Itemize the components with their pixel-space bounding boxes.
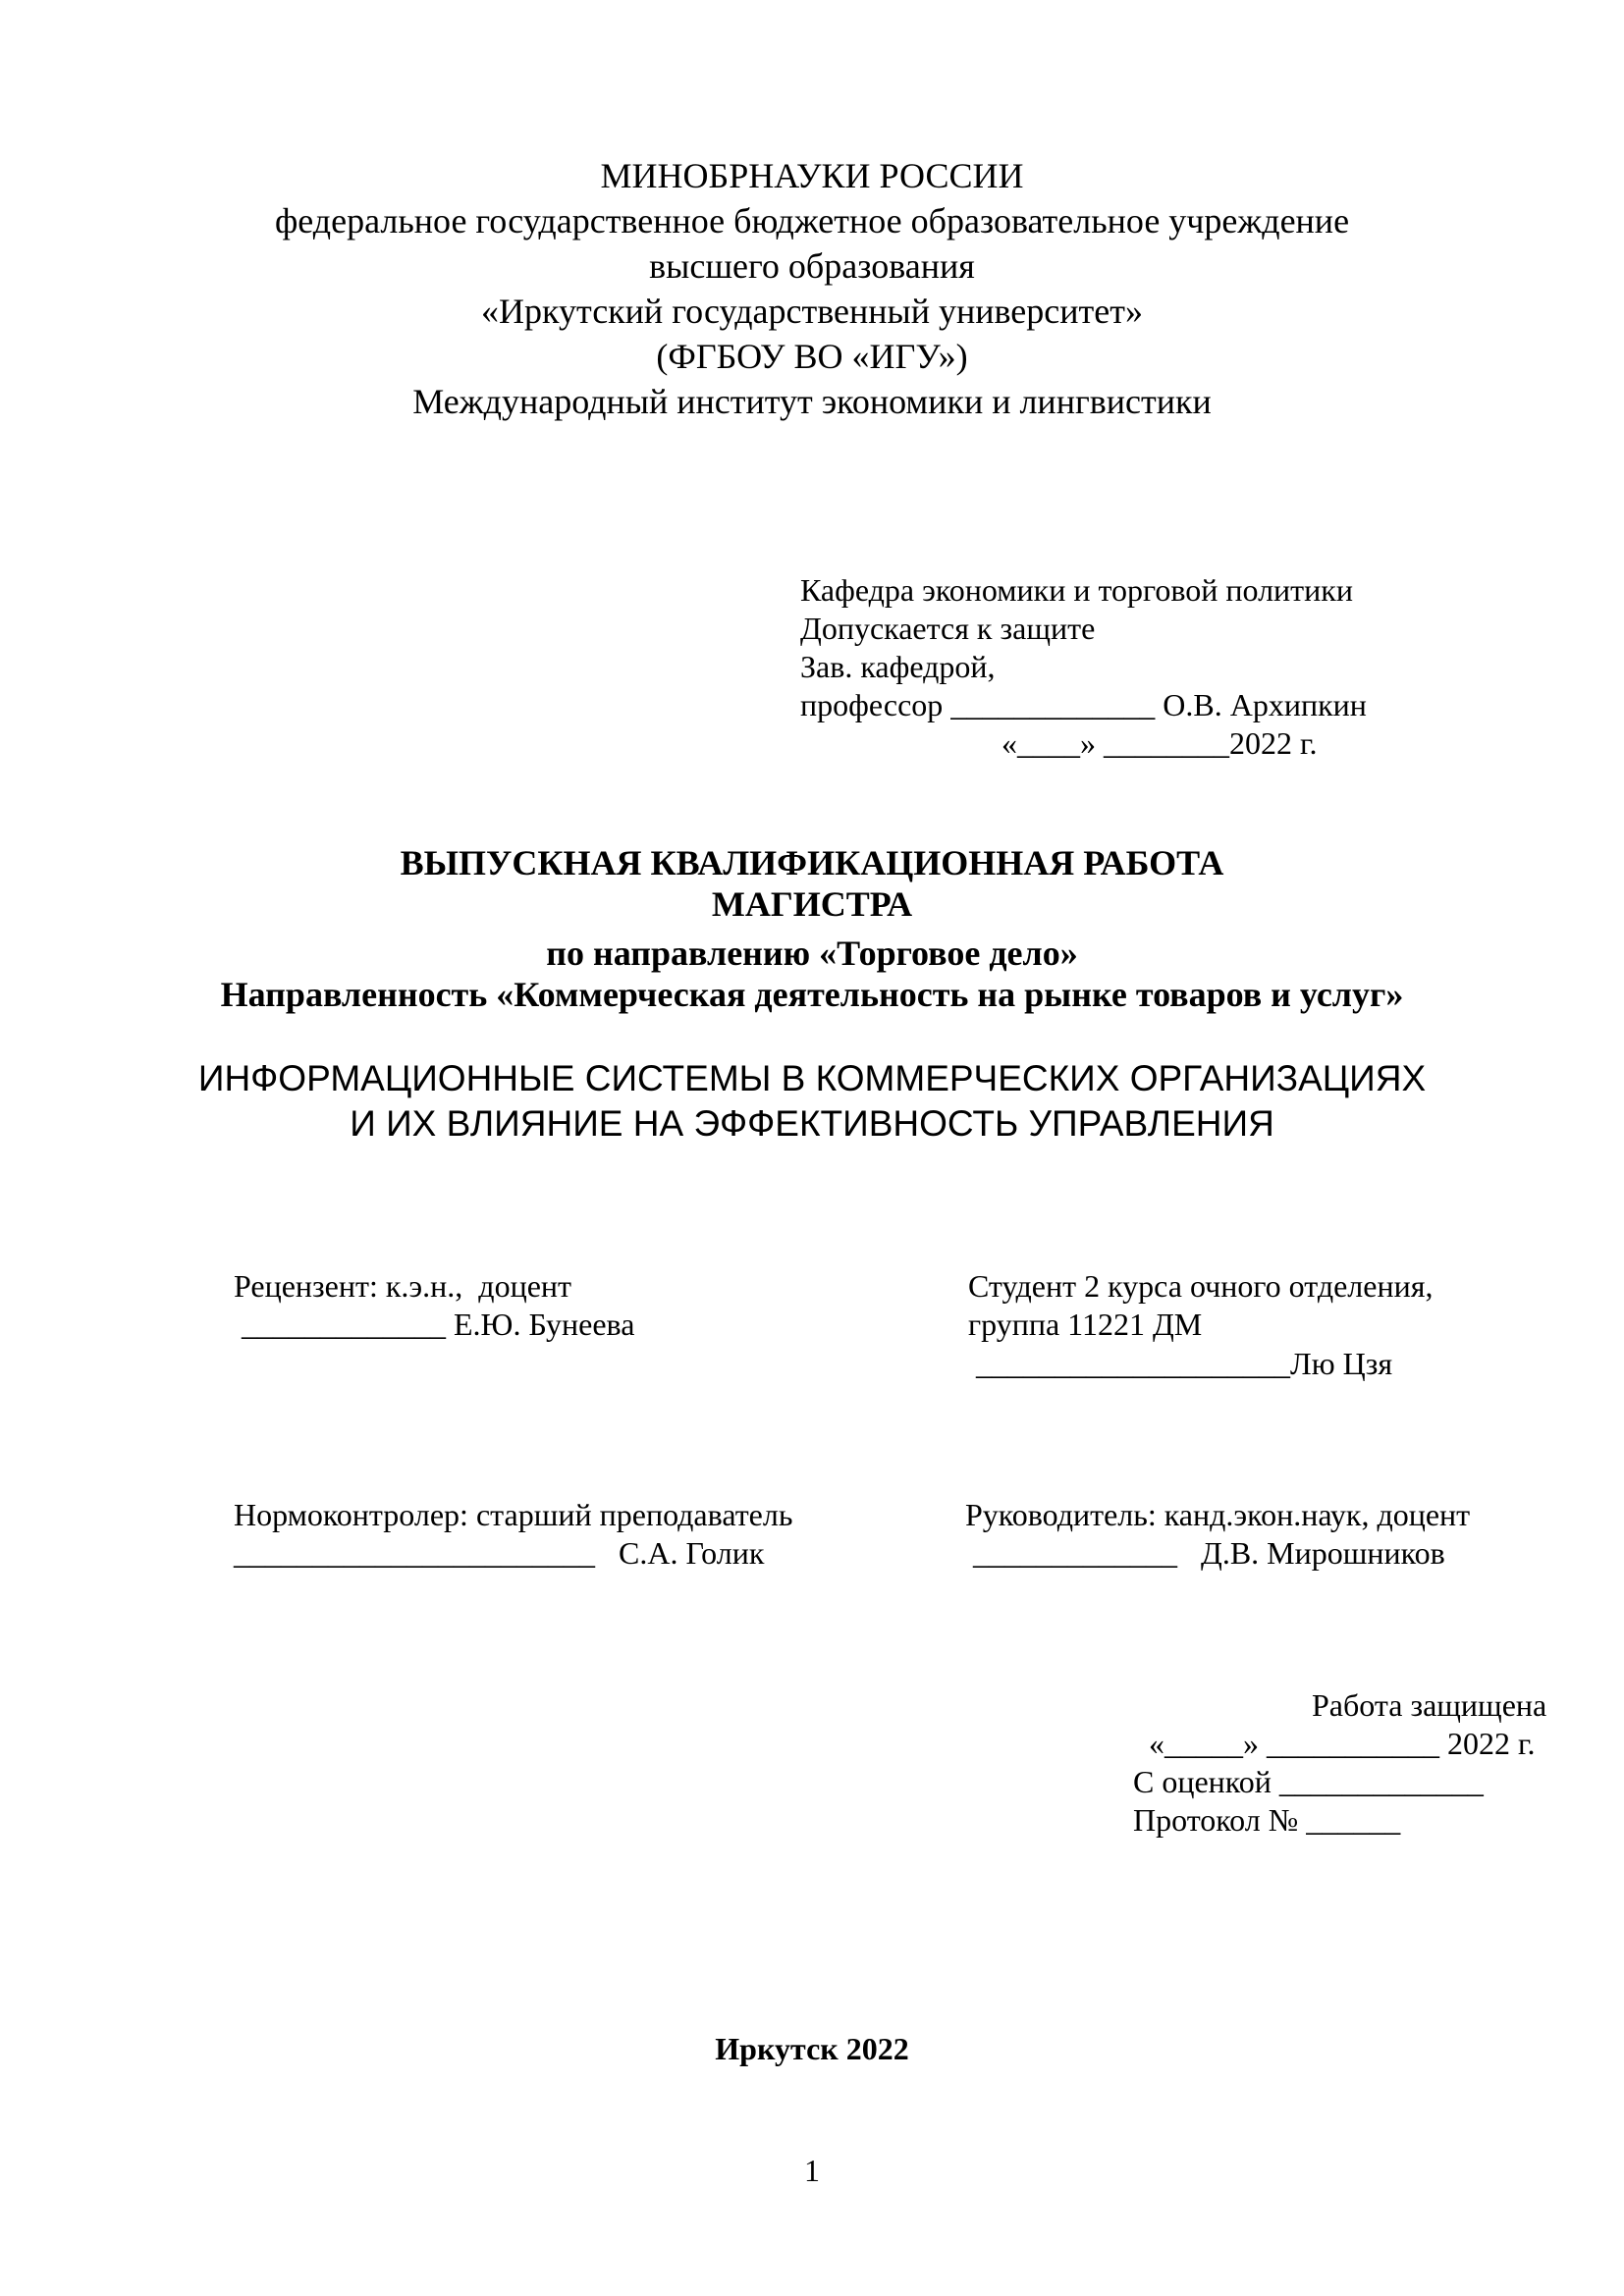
approval-date-line: «____» ________2022 г.: [1001, 725, 1318, 761]
city-year: Иркутск 2022: [715, 2031, 909, 2066]
professor-signature-line: профессор _____________ О.В. Архипкин: [800, 687, 1367, 722]
work-type-line-1: ВЫПУСКНАЯ КВАЛИФИКАЦИОННАЯ РАБОТА: [400, 843, 1224, 882]
university-line: «Иркутский государственный университет»: [481, 292, 1143, 331]
supervisor-title: Руководитель: канд.экон.наук, доцент: [965, 1497, 1471, 1532]
university-abbr-line: (ФГБОУ ВО «ИГУ»): [656, 337, 968, 376]
department-line: Кафедра экономики и торговой политики: [800, 572, 1353, 608]
reviewer-signature: _____________ Е.Ю. Бунеева: [234, 1307, 635, 1342]
head-title-line: Зав. кафедрой,: [800, 649, 996, 684]
defense-protected: Работа защищена: [1312, 1687, 1547, 1723]
work-type-line-2: МАГИСТРА: [711, 884, 913, 924]
defense-protocol-line: Протокол № ______: [1133, 1802, 1401, 1838]
institute-line: Международный институт экономики и лингвистики: [412, 382, 1212, 421]
supervisor-signature: _____________ Д.В. Мирошников: [965, 1535, 1445, 1571]
topic-line-2: И ИХ ВЛИЯНИЕ НА ЭФФЕКТИВНОСТЬ УПРАВЛЕНИЯ: [350, 1103, 1274, 1144]
ministry-line: МИНОБРНАУКИ РОССИИ: [600, 156, 1024, 195]
defense-grade-line: С оценкой _____________: [1133, 1764, 1484, 1799]
education-level-line: высшего образования: [649, 246, 975, 286]
student-signature: ____________________Лю Цзя: [968, 1346, 1393, 1381]
normcontrol-title: Нормоконтролер: старший преподаватель: [234, 1497, 793, 1532]
defense-date-line: «_____» ___________ 2022 г.: [1149, 1726, 1536, 1761]
normcontrol-signature: _______________________ С.А. Голик: [234, 1535, 765, 1571]
institution-type-line: федеральное государственное бюджетное образовательное учреждение: [274, 201, 1350, 240]
reviewer-title: Рецензент: к.э.н., доцент: [234, 1268, 571, 1304]
student-group: группа 11221 ДМ: [968, 1307, 1203, 1342]
topic-line-1: ИНФОРМАЦИОННЫЕ СИСТЕМЫ В КОММЕРЧЕСКИХ ОРГАНИЗАЦИЯХ: [197, 1058, 1427, 1098]
focus-line: Направленность «Коммерческая деятельность на рынке товаров и услуг»: [220, 975, 1404, 1014]
page-number: 1: [804, 2153, 820, 2188]
student-title: Студент 2 курса очного отделения,: [968, 1268, 1434, 1304]
direction-line: по направлению «Торговое дело»: [546, 934, 1078, 973]
admitted-line: Допускается к защите: [800, 611, 1096, 646]
